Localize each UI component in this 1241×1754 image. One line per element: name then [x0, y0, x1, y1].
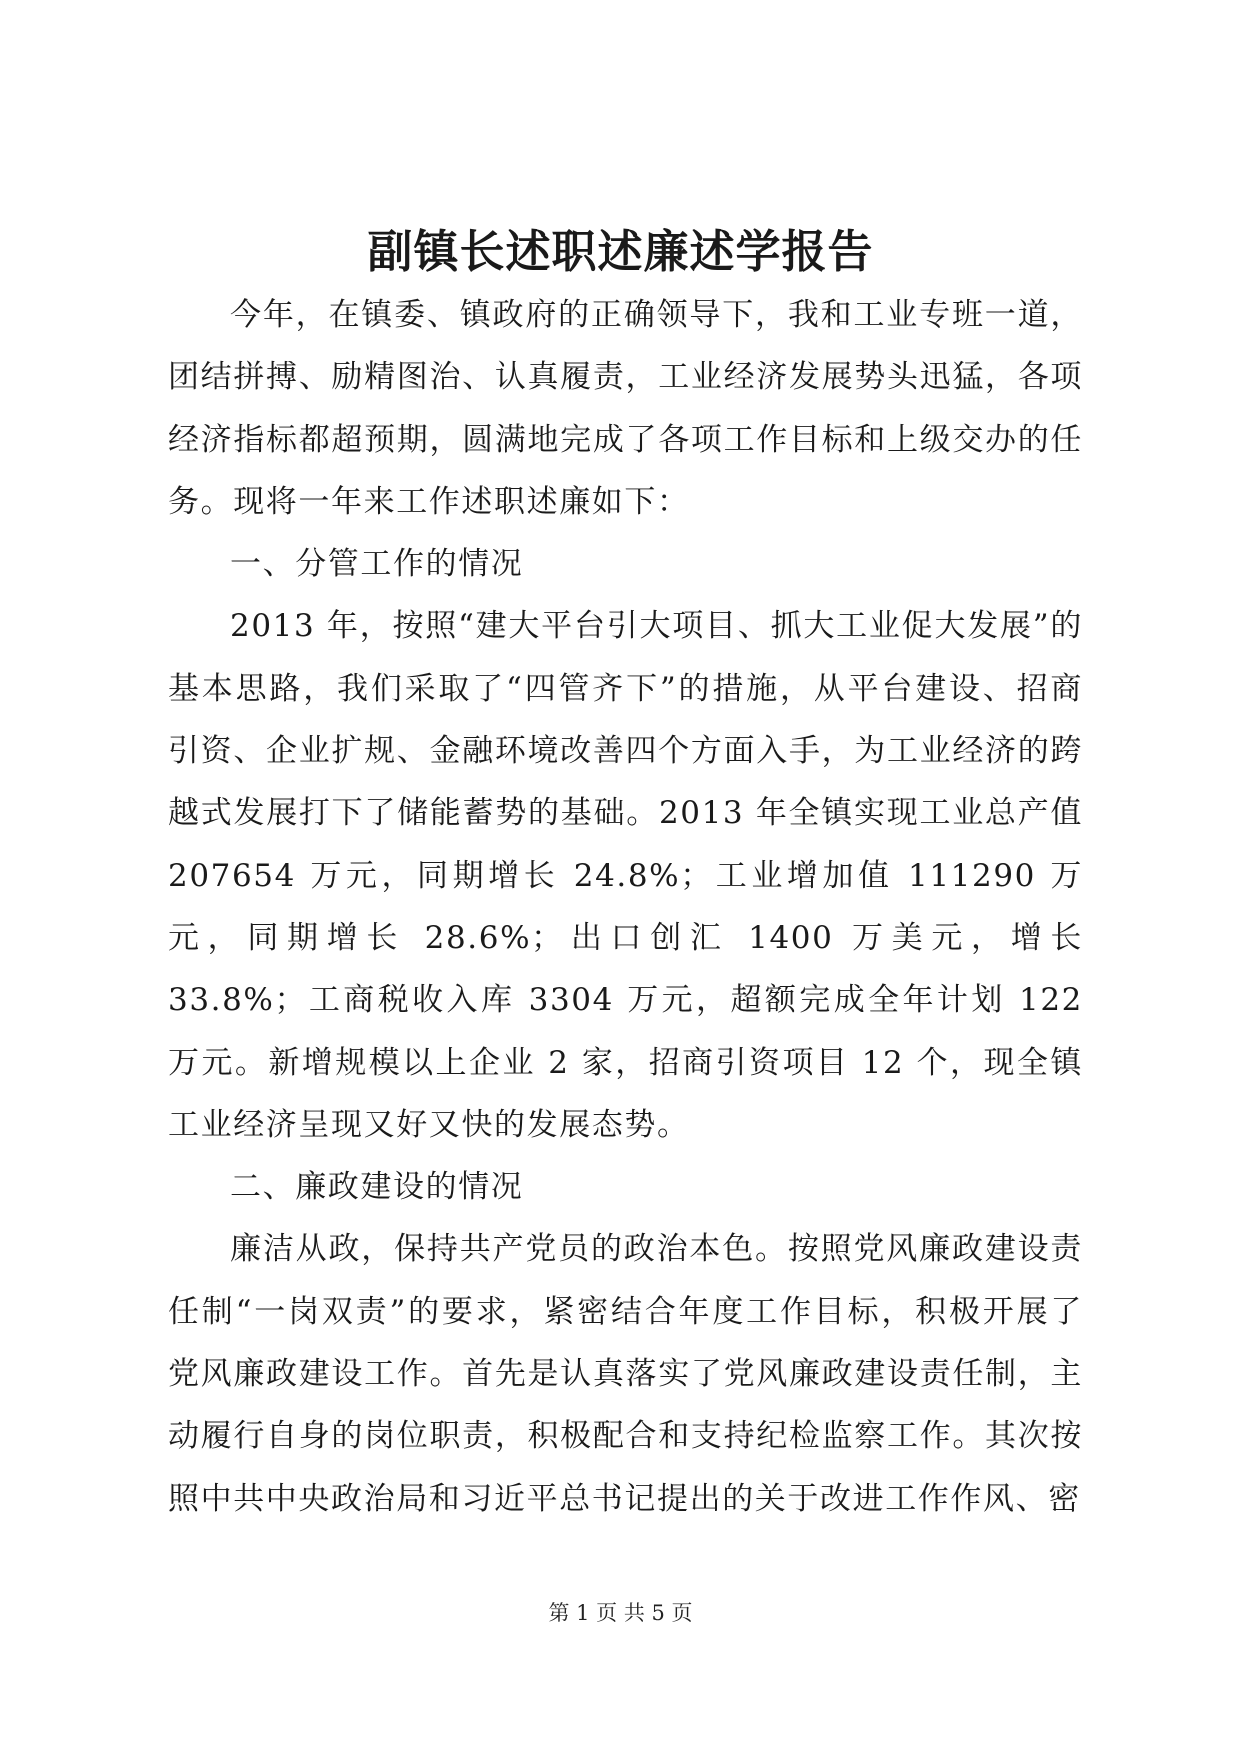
document-body	[168, 284, 1083, 1530]
document-title: 副镇长述职述廉述学报告	[367, 225, 874, 278]
section-heading-1: 一、分管工作的情况	[230, 546, 524, 583]
paragraph-intro: 今年，在镇委、镇政府的正确领导下，我和工业专班一道，团结拼搏、励精图治、认真履责，工业经济发展势头迅猛，各项经济指标都超预期，圆满地完成了各项工作目标和上级交办的任务。现将一年来工作述职述廉如下：	[168, 297, 1083, 520]
page-number-footer: 第 1 页 共 5 页	[548, 1601, 693, 1625]
paragraph-integrity: 廉洁从政，保持共产党员的政治本色。按照党风廉政建设责任制“一岗双责”的要求，紧密结合年度工作目标，积极开展了党风廉政建设工作。首先是认真落实了党风廉政建设责任制，主动履行自身的岗位职责，积极配合和支持纪检监察工作。其次按照中共中央政治局和习近平总书记提出的关于改进工作作风、密	[168, 1231, 1083, 1517]
paragraph-work-summary: 2013 年，按照“建大平台引大项目、抓大工业促大发展”的基本思路，我们采取了“四管齐下”的措施，从平台建设、招商引资、企业扩规、金融环境改善四个方面入手，为工业经济的跨越式发展打下了储能蓄势的基础。2013 年全镇实现工业总产值 207654 万元，同期增长 24.8%；工业增加值 111290 万元，同期增长 28.6%；出口创汇 1400 万美元，增长 33.8%；工商税收入库 3304 万元，超额完成全年计划 122 万元。新增规模以上企业 2 家，招商引资项目 12 个，现全镇工业经济呈现又好又快的发展态势。	[168, 608, 1083, 1143]
section-heading-2: 二、廉政建设的情况	[230, 1169, 524, 1206]
